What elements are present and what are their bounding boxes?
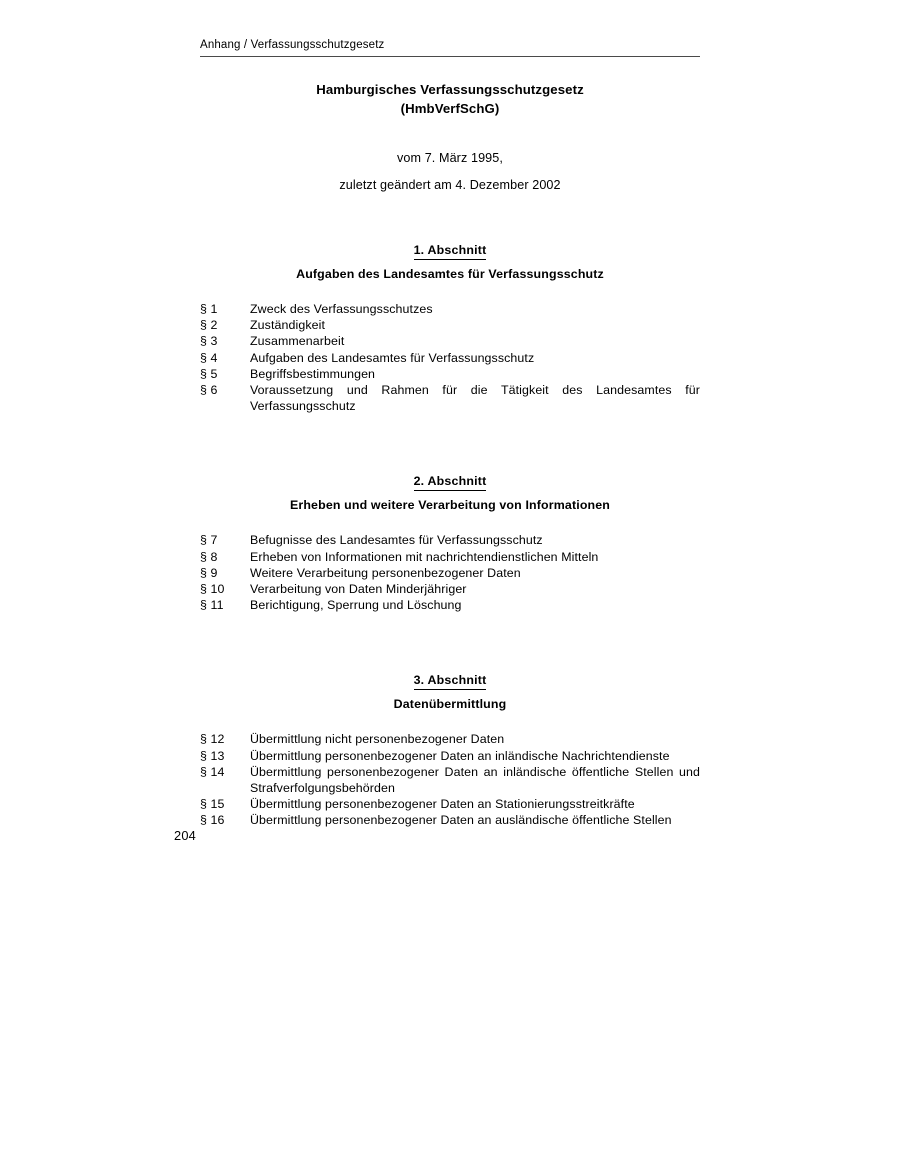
list-item (200, 796, 700, 812)
entry-marker: § 6 (200, 383, 218, 398)
entry-text: Zweck des Verfassungsschutzes (250, 302, 433, 316)
entry-text: Übermittlung personenbezogener Daten an Stationierungsstreitkräfte (250, 797, 635, 812)
entry-marker: § 9 (200, 565, 218, 580)
document-amendment-line: zuletzt geändert am 4. Dezember 2002 (339, 178, 561, 192)
entry-marker: § 15 (200, 797, 225, 812)
entry-text: Übermittlung personenbezogener Daten an inländische öffentliche Stellen und Strafverfolgungsbehörden (250, 764, 700, 796)
document-body (200, 80, 700, 829)
document-subtitle (200, 145, 700, 199)
entry-marker: § 13 (200, 748, 225, 763)
list-item (200, 748, 700, 764)
section-1-title: Aufgaben des Landesamtes für Verfassungsschutz (296, 267, 604, 281)
entry-marker: § 2 (200, 318, 218, 333)
document-date-line: vom 7. März 1995, (397, 151, 503, 165)
entry-marker: § 12 (200, 732, 225, 747)
document-title-line-2: (HmbVerfSchG) (400, 101, 500, 116)
entry-text: Zusammenarbeit (250, 334, 345, 349)
running-header (200, 38, 700, 57)
section-1-heading (200, 241, 700, 283)
list-item (200, 597, 700, 613)
spacer-before-section-2 (200, 414, 700, 472)
document-title (200, 80, 700, 118)
entry-text: Übermittlung nicht personenbezogener Daten (250, 732, 505, 747)
entry-text: Erheben von Informationen mit nachrichtendienstlichen Mitteln (250, 549, 599, 564)
list-item (200, 382, 700, 414)
section-1 (200, 241, 700, 414)
section-3-heading (200, 671, 700, 713)
entry-marker: § 5 (200, 366, 218, 381)
entry-text: Übermittlung personenbezogener Daten an inländische Nachrichtendienste (250, 748, 670, 763)
section-2-heading (200, 472, 700, 514)
page-number: 204 (174, 828, 196, 843)
section-3-entry-list (200, 731, 700, 828)
entry-marker: § 7 (200, 533, 218, 548)
entry-text: Weitere Verarbeitung personenbezogener Daten (250, 565, 521, 580)
list-item (200, 731, 700, 747)
section-3-title: Datenübermittlung (393, 697, 507, 712)
list-item (200, 333, 700, 349)
section-2-entry-list (200, 532, 700, 613)
running-head-text: Anhang / Verfassungsschutzgesetz (200, 39, 385, 51)
entry-marker: § 3 (200, 334, 218, 349)
entry-text: Berichtigung, Sperrung und Löschung (250, 598, 462, 613)
list-item (200, 581, 700, 597)
entry-text: Befugnisse des Landesamtes für Verfassungsschutz (250, 533, 543, 548)
entry-marker: § 10 (200, 582, 225, 597)
section-1-number: 1. Abschnitt (414, 242, 487, 260)
list-item (200, 301, 700, 317)
header-rule (200, 56, 700, 57)
document-title-line-1: Hamburgisches Verfassungsschutzgesetz (316, 82, 584, 97)
section-3-number: 3. Abschnitt (414, 672, 487, 690)
entry-marker: § 1 (200, 302, 218, 316)
entry-text: Übermittlung personenbezogener Daten an ausländische öffentliche Stellen (250, 813, 672, 828)
list-item (200, 565, 700, 581)
list-item (200, 549, 700, 565)
section-2 (200, 472, 700, 613)
entry-text: Aufgaben des Landesamtes für Verfassungsschutz (250, 350, 535, 365)
spacer-before-section-1 (200, 199, 700, 241)
list-item (200, 764, 700, 796)
spacer-before-section-3 (200, 613, 700, 671)
entry-marker: § 14 (200, 764, 225, 779)
list-item (200, 350, 700, 366)
entry-marker: § 11 (200, 598, 224, 613)
list-item (200, 317, 700, 333)
list-item (200, 812, 700, 828)
entry-text: Voraussetzung und Rahmen für die Tätigkeit des Landesamtes für Verfassungsschutz (250, 383, 700, 414)
section-3 (200, 671, 700, 828)
entry-marker: § 4 (200, 350, 218, 365)
entry-marker: § 16 (200, 813, 225, 828)
list-item (200, 532, 700, 548)
entry-text: Zuständigkeit (250, 318, 325, 333)
entry-text: Verarbeitung von Daten Minderjähriger (250, 582, 467, 597)
entry-marker: § 8 (200, 549, 218, 564)
list-item (200, 366, 700, 382)
section-2-title: Erheben und weitere Verarbeitung von Informationen (289, 498, 611, 513)
entry-text: Begriffsbestimmungen (250, 366, 376, 381)
section-1-entry-list (200, 301, 700, 414)
section-2-number: 2. Abschnitt (414, 473, 487, 491)
